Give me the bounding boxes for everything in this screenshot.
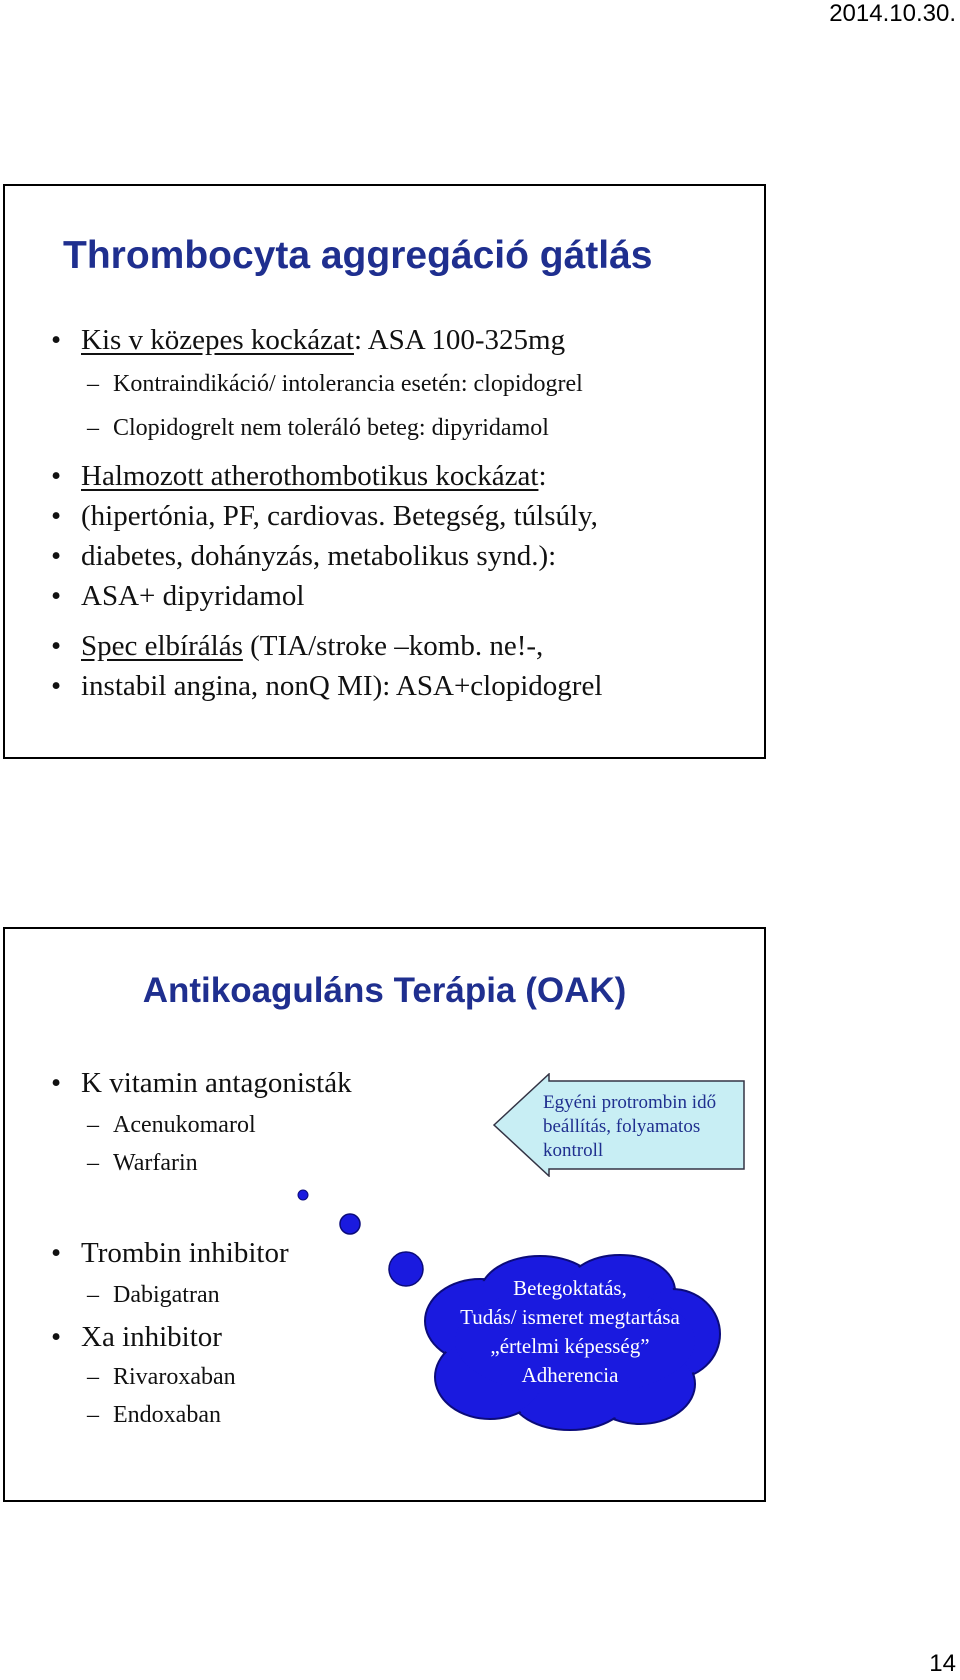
cloud-line: Adherencia bbox=[521, 1363, 619, 1387]
arrow-callout-text bbox=[543, 1091, 716, 1163]
slide-antikoagulans bbox=[3, 927, 766, 1502]
cloud-line: „értelmi képesség” bbox=[490, 1334, 650, 1358]
bullet-underlined-text: Halmozott atherothombotikus kockázat bbox=[81, 460, 539, 492]
bullet-continuation: • ASA+ dipyridamol bbox=[81, 576, 304, 616]
bullet-continuation: • (hipertónia, PF, cardiovas. Betegség, túlsúly, bbox=[81, 496, 598, 536]
page-number: 14 bbox=[929, 1650, 956, 1677]
slide-title: Antikoaguláns Terápia (OAK) bbox=[142, 971, 627, 1010]
cloud-line: Betegoktatás, bbox=[513, 1276, 627, 1300]
sub-bullet-item: – Endoxaban bbox=[113, 1399, 221, 1431]
slide-title: Thrombocyta aggregáció gátlás bbox=[63, 234, 653, 277]
callout-line: beállítás, folyamatos bbox=[543, 1116, 701, 1137]
callout-line: Egyéni protrombin idő bbox=[543, 1092, 717, 1113]
bullet-continuation: • diabetes, dohányzás, metabolikus synd.): bbox=[81, 536, 556, 576]
bullet-text: (TIA/stroke –komb. ne!-, bbox=[242, 630, 544, 662]
cloud-line: Tudás/ ismeret megtartása bbox=[460, 1305, 680, 1329]
sub-bullet-item: – Acenukomarol bbox=[113, 1109, 256, 1141]
bullet-item: • Xa inhibitor bbox=[81, 1317, 222, 1357]
slide-thrombocyta bbox=[3, 184, 766, 759]
bullet-text: : bbox=[538, 460, 547, 492]
cloud-text bbox=[435, 1274, 705, 1390]
bullet-item bbox=[81, 626, 543, 666]
bullet-item bbox=[81, 320, 565, 360]
sub-bullet-item: – Clopidogrelt nem toleráló beteg: dipyridamol bbox=[113, 412, 549, 444]
sub-bullet-item: – Dabigatran bbox=[113, 1279, 220, 1311]
sub-bullet-item: – Rivaroxaban bbox=[113, 1361, 236, 1393]
sub-bullet-item: – Warfarin bbox=[113, 1147, 198, 1179]
bullet-text: : ASA 100-325mg bbox=[353, 324, 566, 356]
date-header: 2014.10.30. bbox=[829, 0, 956, 27]
bullet-item: • K vitamin antagonisták bbox=[81, 1063, 352, 1103]
callout-line: kontroll bbox=[543, 1140, 604, 1161]
bullet-underlined-text: Kis v közepes kockázat bbox=[81, 324, 354, 356]
bullet-item: • Trombin inhibitor bbox=[81, 1233, 289, 1273]
bullet-item bbox=[81, 456, 547, 496]
sub-bullet-item: – Kontraindikáció/ intolerancia esetén: clopidogrel bbox=[113, 368, 583, 400]
bullet-underlined-text: Spec elbírálás bbox=[81, 630, 243, 662]
bullet-continuation: • instabil angina, nonQ MI): ASA+clopidogrel bbox=[81, 666, 602, 706]
